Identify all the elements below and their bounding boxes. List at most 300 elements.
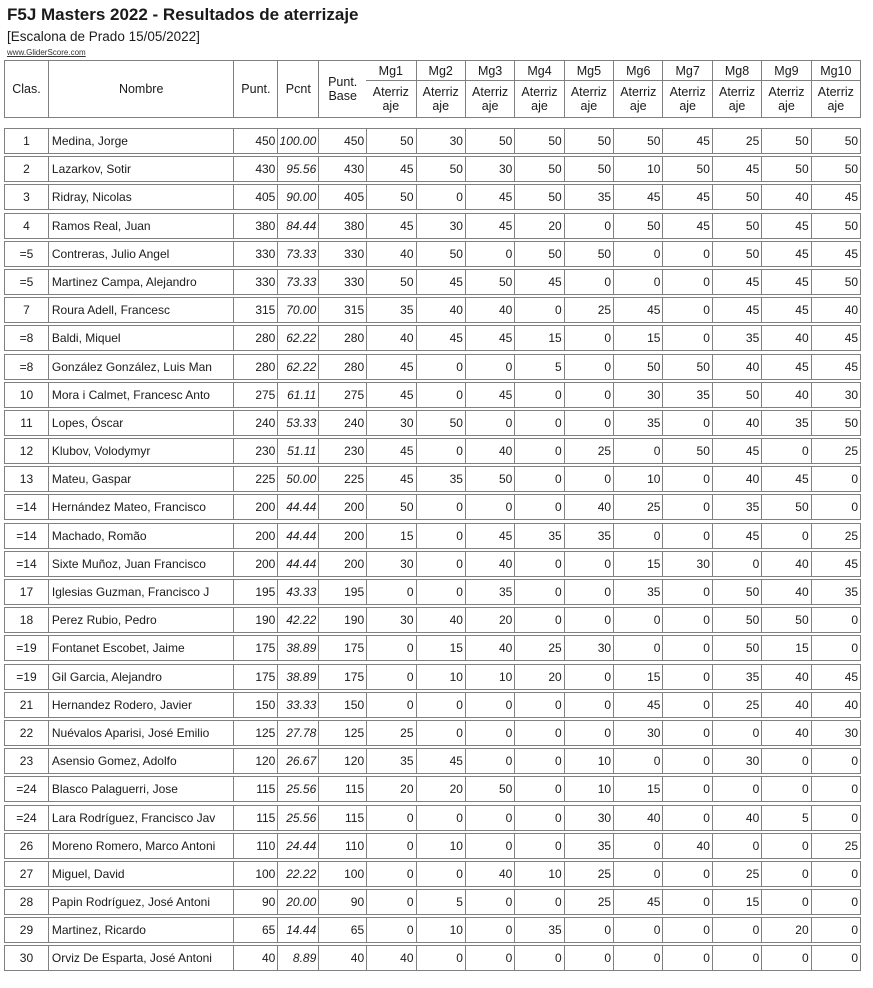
mg10-landing-cell: 25 bbox=[811, 439, 860, 463]
mg4-landing-cell: 35 bbox=[514, 524, 563, 548]
mg2-landing-cell: 0 bbox=[416, 495, 465, 519]
punt-base-cell: 175 bbox=[318, 665, 366, 689]
mg2-landing-cell: 0 bbox=[416, 580, 465, 604]
col-header-mg8 bbox=[712, 61, 761, 117]
punt-base-cell: 110 bbox=[318, 834, 366, 858]
mg8-landing-cell: 25 bbox=[712, 693, 761, 717]
table-body bbox=[4, 128, 873, 971]
punt-base-cell: 125 bbox=[318, 721, 366, 745]
mg2-landing-cell: 10 bbox=[416, 918, 465, 942]
mg7-landing-cell: 45 bbox=[662, 185, 711, 209]
mg9-landing-cell: 50 bbox=[761, 608, 810, 632]
mg3-landing-cell: 20 bbox=[465, 608, 514, 632]
mg10-landing-cell: 45 bbox=[811, 552, 860, 576]
punt-cell: 110 bbox=[233, 834, 277, 858]
pilot-name-cell: Ramos Real, Juan bbox=[48, 214, 234, 238]
pilot-name-cell: Lazarkov, Sotir bbox=[48, 157, 234, 181]
mg6-landing-cell: 0 bbox=[613, 834, 662, 858]
mg3-landing-cell: 50 bbox=[465, 129, 514, 153]
mg3-landing-cell: 0 bbox=[465, 918, 514, 942]
pilot-name-cell: González González, Luis Man bbox=[48, 355, 234, 379]
punt-base-cell: 280 bbox=[318, 355, 366, 379]
mg10-landing-cell: 35 bbox=[811, 580, 860, 604]
mg10-landing-cell: 0 bbox=[811, 495, 860, 519]
mg8-landing-cell: 0 bbox=[712, 946, 761, 970]
mg8-landing-cell: 40 bbox=[712, 806, 761, 830]
mg8-landing-cell: 50 bbox=[712, 580, 761, 604]
mg1-landing-cell: 30 bbox=[366, 411, 415, 435]
pilot-name-cell: Baldi, Miquel bbox=[48, 326, 234, 350]
rank-cell: 1 bbox=[23, 134, 30, 148]
punt-cell: 430 bbox=[233, 157, 277, 181]
mg7-landing-cell: 0 bbox=[662, 665, 711, 689]
punt-cell: 120 bbox=[233, 749, 277, 773]
mg6-landing-cell: 0 bbox=[613, 608, 662, 632]
col-header-mg7 bbox=[662, 61, 711, 117]
result-row bbox=[4, 776, 861, 802]
pilot-name-cell: Nuévalos Aparisi, José Emilio bbox=[48, 721, 234, 745]
mg1-landing-cell: 45 bbox=[366, 439, 415, 463]
result-row bbox=[4, 889, 861, 915]
mg1-landing-cell: 50 bbox=[366, 270, 415, 294]
mg7-landing-cell: 50 bbox=[662, 439, 711, 463]
mg9-landing-cell: 40 bbox=[761, 721, 810, 745]
mg9-landing-cell: 40 bbox=[761, 552, 810, 576]
mg10-landing-cell: 50 bbox=[811, 157, 860, 181]
mg5-landing-cell: 0 bbox=[564, 580, 613, 604]
mg9-landing-cell: 45 bbox=[761, 355, 810, 379]
mg-round-label: Mg5 bbox=[565, 61, 613, 81]
page-title: F5J Masters 2022 - Resultados de aterrizaje bbox=[7, 5, 359, 24]
mg5-landing-cell: 0 bbox=[564, 918, 613, 942]
mg5-landing-cell: 0 bbox=[564, 946, 613, 970]
mg9-landing-cell: 35 bbox=[761, 411, 810, 435]
mg3-landing-cell: 40 bbox=[465, 298, 514, 322]
mg6-landing-cell: 0 bbox=[613, 242, 662, 266]
pilot-name-cell: Klubov, Volodymyr bbox=[48, 439, 234, 463]
mg-round-label: Mg9 bbox=[762, 61, 810, 81]
pilot-name-cell: Hernández Mateo, Francisco bbox=[48, 495, 234, 519]
punt-base-cell: 280 bbox=[318, 326, 366, 350]
mg7-landing-cell: 0 bbox=[662, 524, 711, 548]
punt-base-cell: 115 bbox=[318, 806, 366, 830]
mg2-landing-cell: 10 bbox=[416, 834, 465, 858]
pcnt-cell: 25.56 bbox=[277, 777, 318, 801]
mg1-landing-cell: 40 bbox=[366, 242, 415, 266]
pilot-name-cell: Contreras, Julio Angel bbox=[48, 242, 234, 266]
pilot-name-cell: Martinez, Ricardo bbox=[48, 918, 234, 942]
rank-cell: 3 bbox=[23, 190, 30, 205]
mg5-landing-cell: 25 bbox=[564, 439, 613, 463]
mg6-landing-cell: 0 bbox=[613, 270, 662, 294]
col-header-punt: Punt. bbox=[233, 61, 277, 117]
mg3-landing-cell: 50 bbox=[465, 270, 514, 294]
mg8-landing-cell: 45 bbox=[712, 270, 761, 294]
mg3-landing-cell: 45 bbox=[465, 326, 514, 350]
mg8-landing-cell: 50 bbox=[712, 608, 761, 632]
mg4-landing-cell: 45 bbox=[514, 270, 563, 294]
result-row bbox=[4, 861, 861, 887]
mg6-landing-cell: 10 bbox=[613, 157, 662, 181]
result-row bbox=[4, 438, 861, 464]
mg7-landing-cell: 0 bbox=[662, 636, 711, 660]
mg8-landing-cell: 0 bbox=[712, 918, 761, 942]
mg4-landing-cell: 0 bbox=[514, 552, 563, 576]
mg2-landing-cell: 0 bbox=[416, 862, 465, 886]
mg4-landing-cell: 0 bbox=[514, 806, 563, 830]
mg4-landing-cell: 15 bbox=[514, 326, 563, 350]
mg1-landing-cell: 30 bbox=[366, 552, 415, 576]
mg3-landing-cell: 10 bbox=[465, 665, 514, 689]
mg7-landing-cell: 0 bbox=[662, 946, 711, 970]
mg6-landing-cell: 0 bbox=[613, 918, 662, 942]
mg4-landing-cell: 0 bbox=[514, 439, 563, 463]
mg5-landing-cell: 0 bbox=[564, 355, 613, 379]
mg2-landing-cell: 0 bbox=[416, 721, 465, 745]
punt-cell: 200 bbox=[233, 524, 277, 548]
result-row bbox=[4, 382, 861, 408]
mg7-landing-cell: 0 bbox=[662, 693, 711, 717]
mg10-landing-cell: 0 bbox=[811, 890, 860, 914]
mg8-landing-cell: 45 bbox=[712, 439, 761, 463]
result-row bbox=[4, 720, 861, 746]
pcnt-cell: 50.00 bbox=[277, 467, 318, 491]
results-table bbox=[4, 60, 873, 971]
mg6-landing-cell: 40 bbox=[613, 806, 662, 830]
rank-cell: 7 bbox=[23, 303, 30, 318]
pilot-name-cell: Hernandez Rodero, Javier bbox=[48, 693, 234, 717]
mg-subheader-label: Aterrizaje bbox=[521, 85, 558, 113]
result-row bbox=[4, 635, 861, 661]
pilot-name-cell: Mora i Calmet, Francesc Anto bbox=[48, 383, 234, 407]
mg2-landing-cell: 0 bbox=[416, 552, 465, 576]
mg-subheader-label: Aterrizaje bbox=[768, 85, 805, 113]
mg6-landing-cell: 0 bbox=[613, 862, 662, 886]
mg4-landing-cell: 0 bbox=[514, 411, 563, 435]
mg2-landing-cell: 20 bbox=[416, 777, 465, 801]
mg1-landing-cell: 45 bbox=[366, 355, 415, 379]
punt-cell: 200 bbox=[233, 495, 277, 519]
mg10-landing-cell: 50 bbox=[811, 270, 860, 294]
mg8-landing-cell: 0 bbox=[712, 834, 761, 858]
mg8-landing-cell: 25 bbox=[712, 129, 761, 153]
mg9-landing-cell: 50 bbox=[761, 157, 810, 181]
result-row bbox=[4, 833, 861, 859]
mg2-landing-cell: 45 bbox=[416, 749, 465, 773]
rank-cell: =14 bbox=[16, 556, 37, 571]
result-row bbox=[4, 579, 861, 605]
punt-cell: 175 bbox=[233, 636, 277, 660]
punt-base-cell: 330 bbox=[318, 270, 366, 294]
pilot-name-cell: Machado, Romão bbox=[48, 524, 234, 548]
mg6-landing-cell: 45 bbox=[613, 185, 662, 209]
mg5-landing-cell: 25 bbox=[564, 298, 613, 322]
mg2-landing-cell: 15 bbox=[416, 636, 465, 660]
result-row bbox=[4, 325, 861, 351]
mg6-landing-cell: 15 bbox=[613, 777, 662, 801]
result-row bbox=[4, 156, 861, 182]
mg9-landing-cell: 0 bbox=[761, 946, 810, 970]
punt-base-label: Punt. Base bbox=[328, 74, 358, 103]
mg10-landing-cell: 45 bbox=[811, 185, 860, 209]
mg1-landing-cell: 50 bbox=[366, 185, 415, 209]
pcnt-cell: 62.22 bbox=[277, 355, 318, 379]
mg10-landing-cell: 0 bbox=[811, 862, 860, 886]
mg2-landing-cell: 0 bbox=[416, 946, 465, 970]
mg-subheader-label: Aterrizaje bbox=[620, 85, 657, 113]
mg6-landing-cell: 15 bbox=[613, 552, 662, 576]
mg10-landing-cell: 0 bbox=[811, 608, 860, 632]
pcnt-cell: 90.00 bbox=[277, 185, 318, 209]
punt-base-cell: 230 bbox=[318, 439, 366, 463]
pcnt-cell: 33.33 bbox=[277, 693, 318, 717]
pcnt-cell: 24.44 bbox=[277, 834, 318, 858]
punt-cell: 175 bbox=[233, 665, 277, 689]
mg8-landing-cell: 40 bbox=[712, 355, 761, 379]
mg9-landing-cell: 45 bbox=[761, 214, 810, 238]
mg6-landing-cell: 15 bbox=[613, 665, 662, 689]
mg10-landing-cell: 50 bbox=[811, 214, 860, 238]
mg3-landing-cell: 45 bbox=[465, 214, 514, 238]
punt-cell: 280 bbox=[233, 326, 277, 350]
mg3-landing-cell: 0 bbox=[465, 806, 514, 830]
mg4-landing-cell: 10 bbox=[514, 862, 563, 886]
mg-subheader-label: Aterrizaje bbox=[718, 85, 756, 113]
mg3-landing-cell: 0 bbox=[465, 946, 514, 970]
punt-cell: 330 bbox=[233, 270, 277, 294]
mg8-landing-cell: 30 bbox=[712, 749, 761, 773]
punt-cell: 40 bbox=[233, 946, 277, 970]
mg9-landing-cell: 0 bbox=[761, 834, 810, 858]
pilot-name-cell: Medina, Jorge bbox=[48, 129, 234, 153]
rank-cell: =14 bbox=[16, 528, 37, 543]
punt-base-cell: 175 bbox=[318, 636, 366, 660]
mg5-landing-cell: 40 bbox=[564, 495, 613, 519]
mg7-landing-cell: 0 bbox=[662, 242, 711, 266]
mg4-landing-cell: 20 bbox=[514, 665, 563, 689]
mg10-landing-cell: 0 bbox=[811, 777, 860, 801]
pcnt-cell: 44.44 bbox=[277, 495, 318, 519]
pcnt-cell: 73.33 bbox=[277, 242, 318, 266]
mg3-landing-cell: 30 bbox=[465, 157, 514, 181]
rank-cell: =19 bbox=[16, 641, 37, 656]
mg1-landing-cell: 0 bbox=[366, 806, 415, 830]
pilot-name-cell: Moreno Romero, Marco Antoni bbox=[48, 834, 234, 858]
mg4-landing-cell: 0 bbox=[514, 298, 563, 322]
mg10-landing-cell: 40 bbox=[811, 298, 860, 322]
mg10-landing-cell: 0 bbox=[811, 749, 860, 773]
pcnt-cell: 26.67 bbox=[277, 749, 318, 773]
mg9-landing-cell: 50 bbox=[761, 495, 810, 519]
rank-cell: =19 bbox=[16, 669, 37, 684]
mg1-landing-cell: 20 bbox=[366, 777, 415, 801]
rank-cell: =24 bbox=[16, 810, 37, 825]
rank-cell: 28 bbox=[19, 895, 34, 910]
mg4-landing-cell: 0 bbox=[514, 383, 563, 407]
punt-base-cell: 150 bbox=[318, 693, 366, 717]
mg4-landing-cell: 25 bbox=[514, 636, 563, 660]
mg5-landing-cell: 25 bbox=[564, 862, 613, 886]
punt-cell: 190 bbox=[233, 608, 277, 632]
mg7-landing-cell: 35 bbox=[662, 383, 711, 407]
result-row bbox=[4, 523, 861, 549]
mg7-landing-cell: 0 bbox=[662, 890, 711, 914]
pilot-name-cell: Miguel, David bbox=[48, 862, 234, 886]
mg3-landing-cell: 50 bbox=[465, 777, 514, 801]
result-row bbox=[4, 128, 861, 154]
mg9-landing-cell: 40 bbox=[761, 326, 810, 350]
mg5-landing-cell: 0 bbox=[564, 552, 613, 576]
col-header-clas: Clas. bbox=[12, 82, 41, 96]
mg8-landing-cell: 50 bbox=[712, 185, 761, 209]
col-header-mg3 bbox=[465, 61, 514, 117]
rank-cell: =5 bbox=[19, 274, 34, 289]
mg2-landing-cell: 45 bbox=[416, 270, 465, 294]
result-row bbox=[4, 607, 861, 633]
pilot-name-cell: Gil Garcia, Alejandro bbox=[48, 665, 234, 689]
punt-base-cell: 240 bbox=[318, 411, 366, 435]
mg4-landing-cell: 0 bbox=[514, 890, 563, 914]
mg1-landing-cell: 30 bbox=[366, 608, 415, 632]
pcnt-cell: 95.56 bbox=[277, 157, 318, 181]
mg8-landing-cell: 0 bbox=[712, 552, 761, 576]
mg2-landing-cell: 0 bbox=[416, 806, 465, 830]
mg6-landing-cell: 35 bbox=[613, 580, 662, 604]
mg10-landing-cell: 50 bbox=[811, 129, 860, 153]
mg5-landing-cell: 50 bbox=[564, 157, 613, 181]
mg3-landing-cell: 40 bbox=[465, 862, 514, 886]
mg6-landing-cell: 0 bbox=[613, 439, 662, 463]
mg6-landing-cell: 0 bbox=[613, 636, 662, 660]
col-header-mg6 bbox=[613, 61, 662, 117]
mg7-landing-cell: 0 bbox=[662, 862, 711, 886]
mg6-landing-cell: 0 bbox=[613, 946, 662, 970]
rank-cell: 18 bbox=[19, 613, 34, 628]
mg-round-label: Mg4 bbox=[515, 61, 563, 81]
mg8-landing-cell: 45 bbox=[712, 157, 761, 181]
mg7-landing-cell: 0 bbox=[662, 411, 711, 435]
mg10-landing-cell: 25 bbox=[811, 524, 860, 548]
mg9-landing-cell: 45 bbox=[761, 242, 810, 266]
mg1-landing-cell: 35 bbox=[366, 749, 415, 773]
pilot-name-cell: Blasco Palaguerri, Jose bbox=[48, 777, 234, 801]
mg2-landing-cell: 10 bbox=[416, 665, 465, 689]
rank-cell: 4 bbox=[23, 218, 30, 233]
mg1-landing-cell: 15 bbox=[366, 524, 415, 548]
mg4-landing-cell: 20 bbox=[514, 214, 563, 238]
punt-base-cell: 65 bbox=[318, 918, 366, 942]
punt-cell: 330 bbox=[233, 242, 277, 266]
mg10-landing-cell: 45 bbox=[811, 665, 860, 689]
mg1-landing-cell: 25 bbox=[366, 721, 415, 745]
punt-cell: 240 bbox=[233, 411, 277, 435]
mg7-landing-cell: 0 bbox=[662, 467, 711, 491]
punt-base-cell: 200 bbox=[318, 495, 366, 519]
result-row bbox=[4, 269, 861, 295]
punt-base-cell: 200 bbox=[318, 524, 366, 548]
mg9-landing-cell: 45 bbox=[761, 298, 810, 322]
mg3-landing-cell: 35 bbox=[465, 580, 514, 604]
result-row bbox=[4, 354, 861, 380]
rank-cell: 2 bbox=[23, 162, 30, 177]
mg8-landing-cell: 40 bbox=[712, 467, 761, 491]
result-row bbox=[4, 410, 861, 436]
mg2-landing-cell: 0 bbox=[416, 524, 465, 548]
mg9-landing-cell: 40 bbox=[761, 665, 810, 689]
mg3-landing-cell: 0 bbox=[465, 749, 514, 773]
pcnt-cell: 20.00 bbox=[277, 890, 318, 914]
mg6-landing-cell: 15 bbox=[613, 326, 662, 350]
col-header-mg1 bbox=[366, 61, 415, 117]
mg2-landing-cell: 0 bbox=[416, 185, 465, 209]
mg7-landing-cell: 40 bbox=[662, 834, 711, 858]
punt-cell: 100 bbox=[233, 862, 277, 886]
mg10-landing-cell: 45 bbox=[811, 326, 860, 350]
mg9-landing-cell: 0 bbox=[761, 749, 810, 773]
mg1-landing-cell: 0 bbox=[366, 890, 415, 914]
mg5-landing-cell: 0 bbox=[564, 608, 613, 632]
result-row bbox=[4, 184, 861, 210]
mg5-landing-cell: 25 bbox=[564, 890, 613, 914]
rank-cell: 21 bbox=[19, 697, 34, 712]
mg-subheader-label: Aterrizaje bbox=[817, 85, 854, 113]
punt-cell: 275 bbox=[233, 383, 277, 407]
pcnt-cell: 51.11 bbox=[277, 439, 318, 463]
punt-cell: 195 bbox=[233, 580, 277, 604]
punt-cell: 280 bbox=[233, 355, 277, 379]
rank-cell: =24 bbox=[16, 782, 37, 797]
mg1-landing-cell: 40 bbox=[366, 946, 415, 970]
rank-cell: 17 bbox=[19, 585, 34, 599]
mg5-landing-cell: 30 bbox=[564, 636, 613, 660]
mg-round-label: Mg6 bbox=[614, 61, 662, 81]
mg6-landing-cell: 0 bbox=[613, 524, 662, 548]
pilot-name-cell: Lara Rodríguez, Francisco Jav bbox=[48, 806, 234, 830]
pcnt-cell: 84.44 bbox=[277, 214, 318, 238]
mg5-landing-cell: 0 bbox=[564, 467, 613, 491]
pilot-name-cell: Mateu, Gaspar bbox=[48, 467, 234, 491]
mg10-landing-cell: 0 bbox=[811, 636, 860, 660]
rank-cell: 13 bbox=[19, 472, 34, 487]
mg8-landing-cell: 35 bbox=[712, 326, 761, 350]
mg4-landing-cell: 0 bbox=[514, 777, 563, 801]
mg1-landing-cell: 0 bbox=[366, 636, 415, 660]
mg9-landing-cell: 45 bbox=[761, 467, 810, 491]
result-row bbox=[4, 945, 861, 971]
mg1-landing-cell: 0 bbox=[366, 693, 415, 717]
pilot-name-cell: Perez Rubio, Pedro bbox=[48, 608, 234, 632]
pcnt-cell: 22.22 bbox=[277, 862, 318, 886]
pilot-name-cell: Fontanet Escobet, Jaime bbox=[48, 636, 234, 660]
mg10-landing-cell: 30 bbox=[811, 383, 860, 407]
mg8-landing-cell: 35 bbox=[712, 665, 761, 689]
mg1-landing-cell: 0 bbox=[366, 918, 415, 942]
rank-cell: 30 bbox=[19, 951, 34, 966]
mg3-landing-cell: 0 bbox=[465, 495, 514, 519]
col-header-mg2 bbox=[416, 61, 465, 117]
mg1-landing-cell: 40 bbox=[366, 326, 415, 350]
event-subtitle: [Escalona de Prado 15/05/2022] bbox=[7, 29, 200, 44]
mg10-landing-cell: 0 bbox=[811, 806, 860, 830]
mg10-landing-cell: 45 bbox=[811, 242, 860, 266]
pcnt-cell: 70.00 bbox=[277, 298, 318, 322]
result-row bbox=[4, 466, 861, 492]
mg3-landing-cell: 0 bbox=[465, 693, 514, 717]
mg9-landing-cell: 0 bbox=[761, 777, 810, 801]
rank-cell: 12 bbox=[19, 444, 34, 459]
mg2-landing-cell: 40 bbox=[416, 298, 465, 322]
mg10-landing-cell: 0 bbox=[811, 946, 860, 970]
